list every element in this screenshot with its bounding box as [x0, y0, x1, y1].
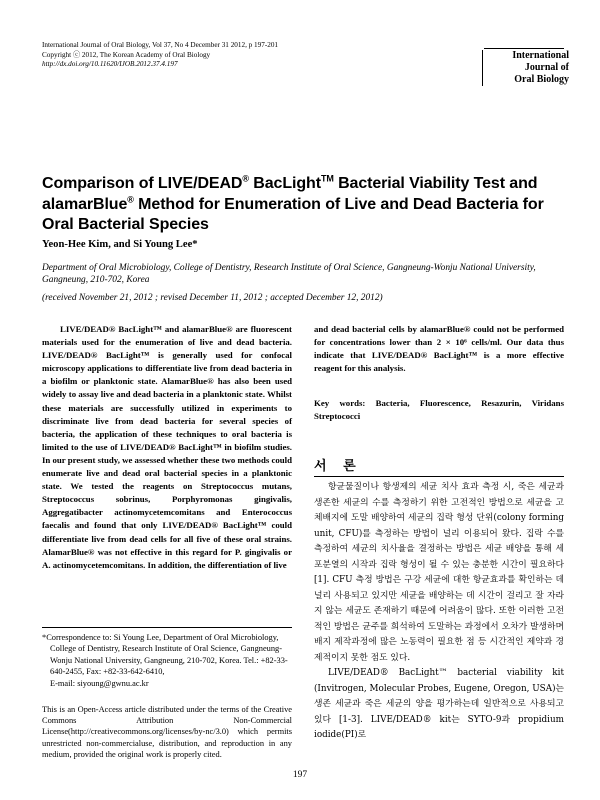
author-list: Yeon-Hee Kim, and Si Young Lee* — [42, 239, 198, 250]
affiliation: Department of Oral Microbiology, College of Dentistry, Research Institute of Oral Science, Gangneung-Wonju National University, Gangneung, 210-702, Korea — [42, 263, 536, 286]
journal-name-box — [482, 50, 569, 86]
section-divider — [314, 476, 564, 477]
section-heading-introduction: 서 론 — [314, 459, 362, 474]
journal-box-line: Oral Biology — [514, 74, 569, 85]
footnote-divider — [42, 627, 292, 628]
abstract-text: LIVE/DEAD® BacLight™ and alamarBlue® are fluorescent materials used for the enumeration of live and dead bacteria. LIVE/DEAD® BacLight™ is generally used for confocal microscopy applications to differentiate live from dead bacteria in a biofilm or planktonic state. AlamarBlue® has also been used widely to assay live and dead bacteria in a planktonic state. Whilst these materials are successfully utilized in experiments to discriminate live from dead bacteria for several species of bacteria, the application of these techniques to oral bacteria is limited to the use of LIVE/DEAD® BacLight™ in biofilm studies. In our present study, we assessed whether these two methods could enumerate live and dead oral bacterial species in a planktonic state. We tested the reagents on Streptococcus mutans, Streptococcus sobrinus, Porphyromonas gingivalis, Aggregatibacter actinomycetemcomitans and Enterococcus faecalis and found that only LIVE/DEAD® BacLight™ could differentiate live from dead cells for all five of these oral strains. AlamarBlue® was not effective in this regard for P. gingivalis or A. actinomycetemcomitans. In addition, the differentiation of live — [42, 324, 292, 570]
open-access-notice: This is an Open-Access article distributed under the terms of the Creative Commons Attribution Non-Commercial License(http://creativecommons.org/licenses/by-nc/3.0) which permits unrestricted non-commercialuse, distribution, and reproduction in any medium, provided the original work is properly cited. — [42, 705, 292, 759]
intro-paragraph: 항균물질이나 항생제의 세균 치사 효과 측정 시, 죽은 세균과 생존한 세균의 수를 측정하기 위한 고전적인 방법으로 세균을 고체배지에 도말 배양하여 세균의 집락 형성 단위(colony forming unit, CFU)를 측정하는 방법이 널리 이용되어 왔다. 집락 수를 측정하여 세균의 치사율을 결정하는 방법은 세균 배양을 통해 세포분열의 시작과 집락 형성이 될 수 있는 충분한 시간이 필요하다[1]. CFU 측정 방법은 구강 세균에 대한 항균효과를 확인하는 데 널리 사용되고 있지만 세균을 배양하는 데 시간이 걸리고 잘 자라지 않는 세균도 존재하기 때문에 어려움이 많다. 또한 이러한 고전적인 방법은 균주를 희석하여 도말하는 과정에서 오차가 발생하며 배지 제작과정에 많은 노동력이 필요한 점 등 시간적인 제약과 경제적이지 못한 점도 있다. — [314, 482, 564, 663]
correspondence-footnote — [42, 632, 292, 689]
journal-box-line: International — [512, 50, 569, 61]
abstract-right-column — [314, 323, 564, 424]
correspondence-text: *Correspondence to: Si Young Lee, Department of Oral Microbiology, College of Dentistry, Research Institute of Oral Science, Gangneung-Wonju National University, Gangneung, 210-702, Korea. Tel.: +82-33-640-2455, Fax: +82-33-642-6410, — [42, 633, 288, 677]
email-link[interactable]: E-mail: siyoung@gwnu.ac.kr — [50, 678, 149, 688]
copyright-line: Copyright ⓒ 2012, The Korean Academy of Oral Biology — [42, 50, 211, 59]
abstract-left-column — [42, 323, 292, 572]
intro-paragraph: LIVE/DEAD® BacLight™ bacterial viability kit (Invitrogen, Molecular Probes, Eugene, Oregon, USA)는 생존 세균과 죽은 세균의 양을 평가하는데 일반적으로 사용되고 있다 [1-3]. LIVE/DEAD® kit는 SYTO-9과 propidium iodide(PI)로 — [314, 668, 564, 740]
journal-line: International Journal of Oral Biology, Vol 37, No 4 December 31 2012, p 197-201 — [42, 41, 279, 49]
article-title: Comparison of LIVE/DEAD® BacLight™ Bacterial Viability Test and alamarBlue® Method for Enumeration of Live and Dead Bacteria for Oral Bacterial Species — [42, 173, 544, 233]
introduction-body — [314, 480, 564, 744]
received-dates: (received November 21, 2012 ; revised December 11, 2012 ; accepted December 12, 2012) — [42, 293, 383, 303]
doi-link[interactable]: http://dx.doi.org/10.11620/IJOB.2012.37.4.197 — [42, 60, 178, 69]
journal-box-line: Journal of — [524, 62, 569, 73]
keywords: Key words: Bacteria, Fluorescence, Resazurin, Viridans Streptococci — [314, 398, 564, 422]
page-number: 197 — [292, 770, 308, 780]
journal-citation — [42, 41, 422, 70]
abstract-text-continued: and dead bacterial cells by alamarBlue® could not be performed for concentrations lower than 2 × 10⁶ cells/ml. Our data thus indicate that LIVE/DEAD® BacLight™ is a more effective reagent for this analysis. — [314, 324, 564, 374]
